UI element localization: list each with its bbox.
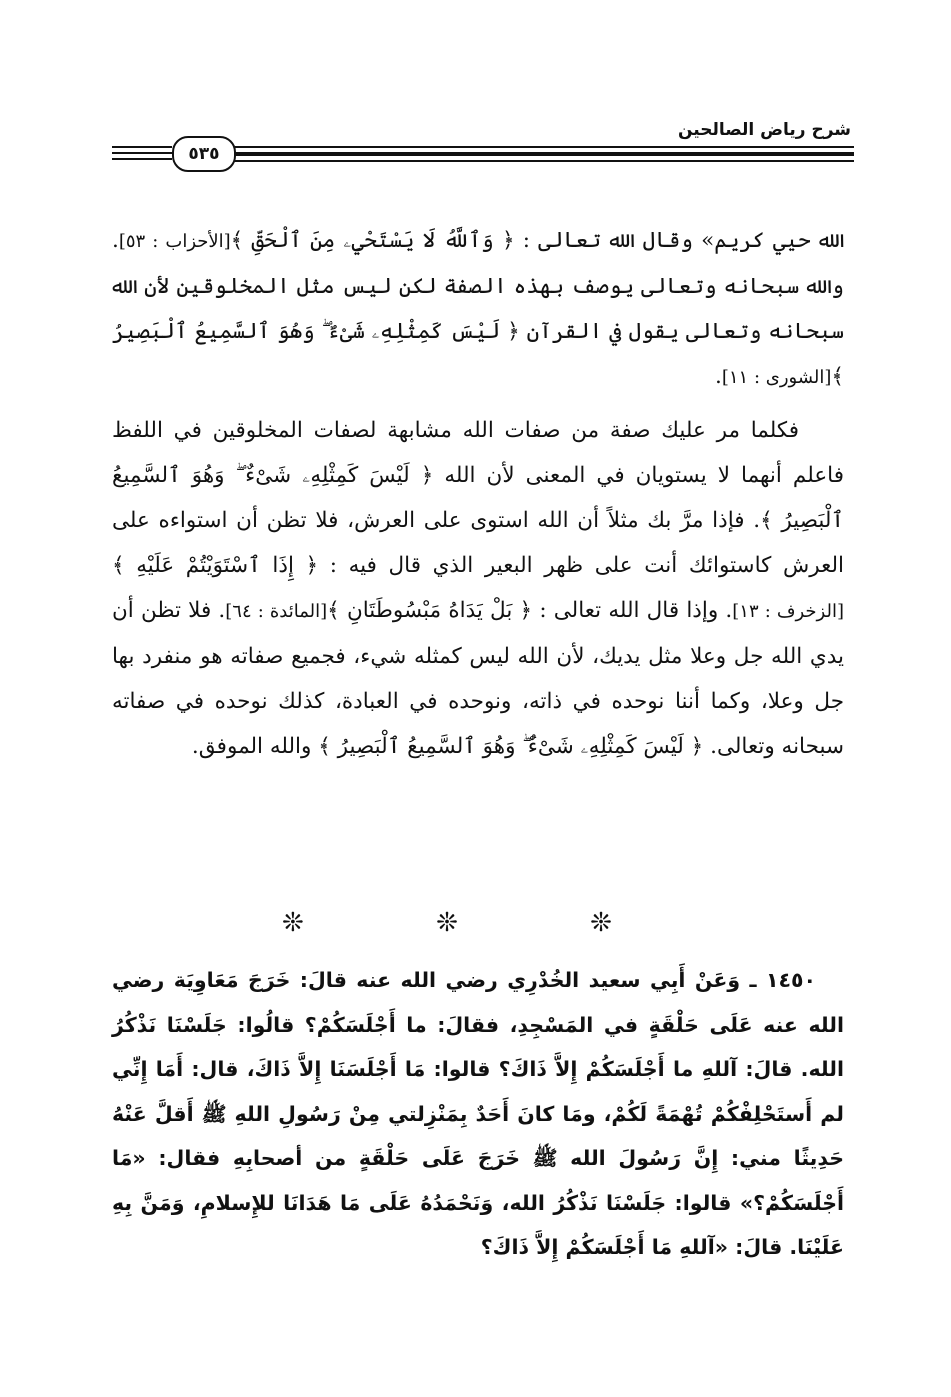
section-separator: ❊ ❊ ❊ bbox=[282, 908, 674, 938]
commentary-paragraph bbox=[112, 218, 844, 400]
text-run: الله حيي كريم» وقال الله تعالى : bbox=[514, 228, 844, 253]
text-run: . bbox=[715, 364, 722, 389]
text-run: . فإذا مرَّ بك مثلاً أن الله استوى على العرش، فلا تظن أن استواءه على العرش كاستوائك أنت على ظهر البعير الذي قال فيه : bbox=[112, 508, 844, 578]
text-run: . فلا تظن أن يدي الله جل وعلا مثل يديك، لأن الله ليس كمثله شيء، فجميع صفاته هو منفرد بها جل وعلا، وكما أننا نوحده في ذاته، ونوحده في العبادة، كذلك نوحده في صفاته سبحانه وتعالى. bbox=[112, 598, 844, 759]
quran-verse: ﴿ إِذَا ٱسْتَوَيْتُمْ عَلَيْهِ ﴾ bbox=[112, 553, 319, 578]
page-number: ٥٣٥ bbox=[172, 136, 236, 172]
text-run: فكلما مر عليك صفة من صفات الله مشابهة لصفات المخلوقين في اللفظ فاعلم أنهما لا يستويان في المعنى لأن الله bbox=[112, 418, 844, 488]
header-rule bbox=[112, 146, 172, 148]
verse-reference: [المائدة : ٦٤] bbox=[225, 601, 328, 622]
header-rule bbox=[232, 160, 854, 162]
commentary-paragraph bbox=[112, 408, 844, 769]
quran-verse: ﴿ لَيْسَ كَمِثْلِهِۦ شَىْءٌ ۖ وَهُوَ ٱلسَّمِيعُ ٱلْبَصِيرُ ﴾ bbox=[112, 319, 844, 389]
header-rule bbox=[112, 152, 172, 154]
quran-verse: ﴿ وَٱللَّهُ لَا يَسْتَحْيِۦ مِنَ ٱلْحَقِّ ﴾ bbox=[230, 228, 515, 253]
verse-reference: [الأحزاب : ٥٣] bbox=[118, 231, 231, 252]
header-rule bbox=[232, 152, 854, 156]
text-run: . وإذا قال الله تعالى : bbox=[532, 598, 733, 623]
quran-verse: ﴿ لَيْسَ كَمِثْلِهِۦ شَىْءٌ ۖ وَهُوَ ٱلسَّمِيعُ ٱلْبَصِيرُ ﴾ bbox=[112, 463, 844, 533]
header-rule bbox=[232, 146, 854, 148]
header-rule bbox=[112, 158, 172, 160]
quran-verse: ﴿ بَلْ يَدَاهُ مَبْسُوطَتَانِ ﴾ bbox=[327, 598, 533, 623]
verse-reference: [الشورى : ١١] bbox=[721, 367, 832, 388]
running-title: شرح رياض الصالحين bbox=[677, 120, 851, 140]
hadith-text bbox=[112, 958, 844, 1270]
commentary-text bbox=[112, 218, 844, 769]
quran-verse: ﴿ لَيْسَ كَمِثْلِهِۦ شَىْءٌ ۖ وَهُوَ ٱلسَّمِيعُ ٱلْبَصِيرُ ﴾ bbox=[318, 734, 704, 759]
text-run: . والله سبحانه وتعالى يوصف بهذه الصفة لكن ليس مثل المخلوقين لأن الله سبحانه وتعالى يقول في القرآن bbox=[112, 228, 844, 344]
text-run: والله الموفق. bbox=[191, 734, 319, 759]
hadith-paragraph: ١٤٥٠ ـ وَعَنْ أَبِي سعيد الخُدْرِي رضي الله عنه قالَ: خَرَجَ مَعَاوِيَة رضي الله عنه عَلَى حَلْقَةٍ في المَسْجِدِ، فقالَ: ما أَجْلَسَكُمْ؟ قالُوا: جَلَسْنَا نَذْكُرُ الله. قالَ: آللهِ ما أَجْلَسَكُمْ إِلاَّ ذَاكَ؟ قالوا: مَا أَجْلَسَنَا إِلاَّ ذَاكَ، قال: أَمَا إِنِّي لم أَستَحْلِفْكُمْ تُهْمَةً لَكُمْ، ومَا كانَ أَحَدٌ بِمَنْزِلتي مِنْ رَسُولِ اللهِ ﷺ أَقلَّ عَنْهُ حَدِيثًا مني: إِنَّ رَسُولَ الله ﷺ خَرَجَ عَلَى حَلْقَةٍ من أصحابِهِ فقال: «مَا أَجْلَسَكُمْ؟» قالوا: جَلَسْنَا نَذْكُرُ الله، وَنَحْمَدُهُ عَلَى مَا هَدَانَا للإِسلامِ، وَمَنَّ بِهِ عَلَيْنَا. قالَ: «آللهِ مَا أَجْلَسَكُمْ إِلاَّ ذَاكَ؟ bbox=[112, 968, 844, 1259]
verse-reference: [الزخرف : ١٣] bbox=[732, 601, 845, 622]
